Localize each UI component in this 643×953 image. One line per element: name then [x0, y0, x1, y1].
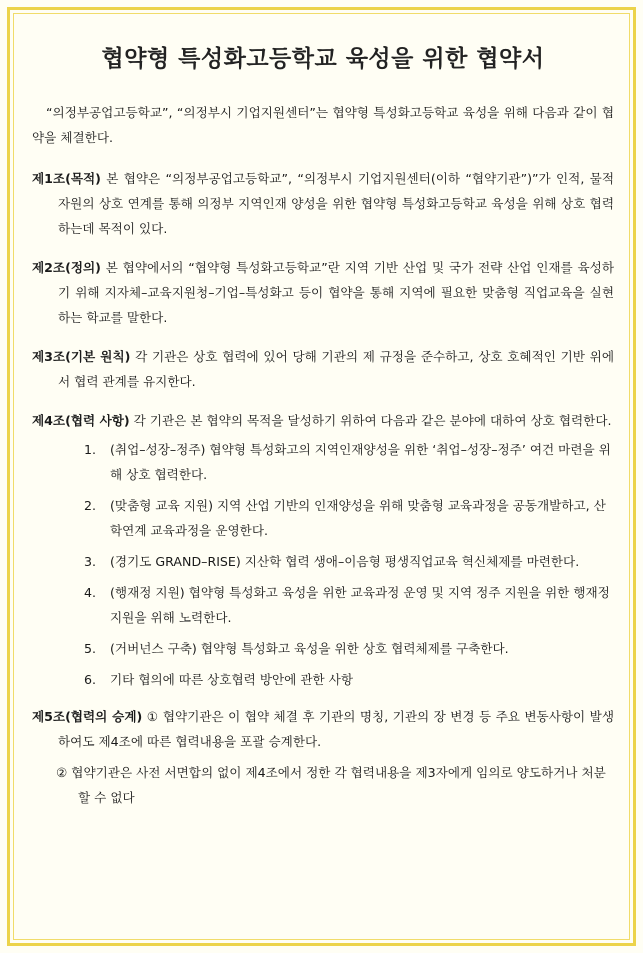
article-5-clause-2: ② 협약기관은 사전 서면합의 없이 제4조에서 정한 각 협력내용을 제3자에게 임의로 양도하거나 처분할 수 없다	[56, 765, 606, 805]
list-item	[32, 636, 614, 661]
list-item-text: (거버넌스 구축) 협약형 특성화고 육성을 위한 상호 협력체제를 구축한다.	[110, 641, 509, 656]
list-item	[32, 549, 614, 574]
list-item-text: (행재정 지원) 협약형 특성화고 육성을 위한 교육과정 운영 및 지역 정주 지원을 위한 행재정 지원을 위해 노력한다.	[110, 585, 610, 625]
article-2-heading: 제2조(정의)	[32, 260, 101, 275]
article-1-heading: 제1조(목적)	[32, 171, 101, 186]
article-2	[32, 255, 614, 330]
article-1	[32, 166, 614, 241]
list-item-number: 3.	[84, 554, 97, 569]
list-item	[32, 437, 614, 487]
list-item-number: 5.	[84, 641, 97, 656]
article-3	[32, 344, 614, 394]
document-title: 협약형 특성화고등학교 육성을 위한 협약서	[101, 46, 545, 72]
list-item-text: (경기도 GRAND–RISE) 지산학 협력 생애–이음형 평생직업교육 혁신체제를 마련한다.	[110, 554, 580, 569]
article-4	[32, 408, 614, 433]
list-item	[32, 493, 614, 543]
article-4-text: 각 기관은 본 협약의 목적을 달성하기 위하여 다음과 같은 분야에 대하여 상호 협력한다.	[129, 413, 612, 428]
article-4-heading: 제4조(협력 사항)	[32, 413, 130, 428]
article-5-heading: 제5조(협력의 승계)	[32, 709, 143, 724]
article-5	[32, 704, 614, 754]
article-5-text: ① 협약기관은 이 협약 체결 후 기관의 명칭, 기관의 장 변경 등 주요 변동사항이 발생하여도 제4조에 따른 협력내용을 포괄 승계한다.	[58, 709, 614, 749]
article-1-text: 본 협약은 “의정부공업고등학교”, “의정부시 기업지원센터(이하 “협약기관”)”가 인적, 물적 자원의 상호 연계를 통해 의정부 지역인재 양성을 위한 협약형 특성화고등학교 육성을 위해 상호 협력하는데 목적이 있다.	[58, 171, 614, 236]
list-item-text: 기타 협의에 따른 상호협력 방안에 관한 사항	[110, 672, 353, 687]
article-4-list	[32, 437, 614, 692]
list-item-text: (취업–성장–정주) 협약형 특성화고의 지역인재양성을 위한 ‘취업–성장–정주’ 여건 마련을 위해 상호 협력한다.	[110, 442, 611, 482]
list-item	[32, 667, 614, 692]
article-3-text: 각 기관은 상호 협력에 있어 당해 기관의 제 규정을 준수하고, 상호 호혜적인 기반 위에서 협력 관계를 유지한다.	[58, 349, 614, 389]
list-item-number: 6.	[84, 672, 97, 687]
list-item-text: (맞춤형 교육 지원) 지역 산업 기반의 인재양성을 위해 맞춤형 교육과정을 공동개발하고, 산학연계 교육과정을 운영한다.	[110, 498, 606, 538]
list-item-number: 1.	[84, 442, 97, 457]
list-item	[32, 580, 614, 630]
list-item-number: 2.	[84, 498, 97, 513]
article-2-text: 본 협약에서의 “협약형 특성화고등학교”란 지역 기반 산업 및 국가 전략 산업 인재를 육성하기 위해 지자체–교육지원청–기업–특성화고 등이 협약을 통해 지역에 필요한 맞춤형 직업교육을 실현하는 학교를 말한다.	[58, 260, 614, 325]
list-item-number: 4.	[84, 585, 97, 600]
article-3-heading: 제3조(기본 원칙)	[32, 349, 131, 364]
intro-paragraph: “의정부공업고등학교”, “의정부시 기업지원센터”는 협약형 특성화고등학교 육성을 위해 다음과 같이 협약을 체결한다.	[32, 105, 614, 145]
document-body	[32, 40, 614, 810]
